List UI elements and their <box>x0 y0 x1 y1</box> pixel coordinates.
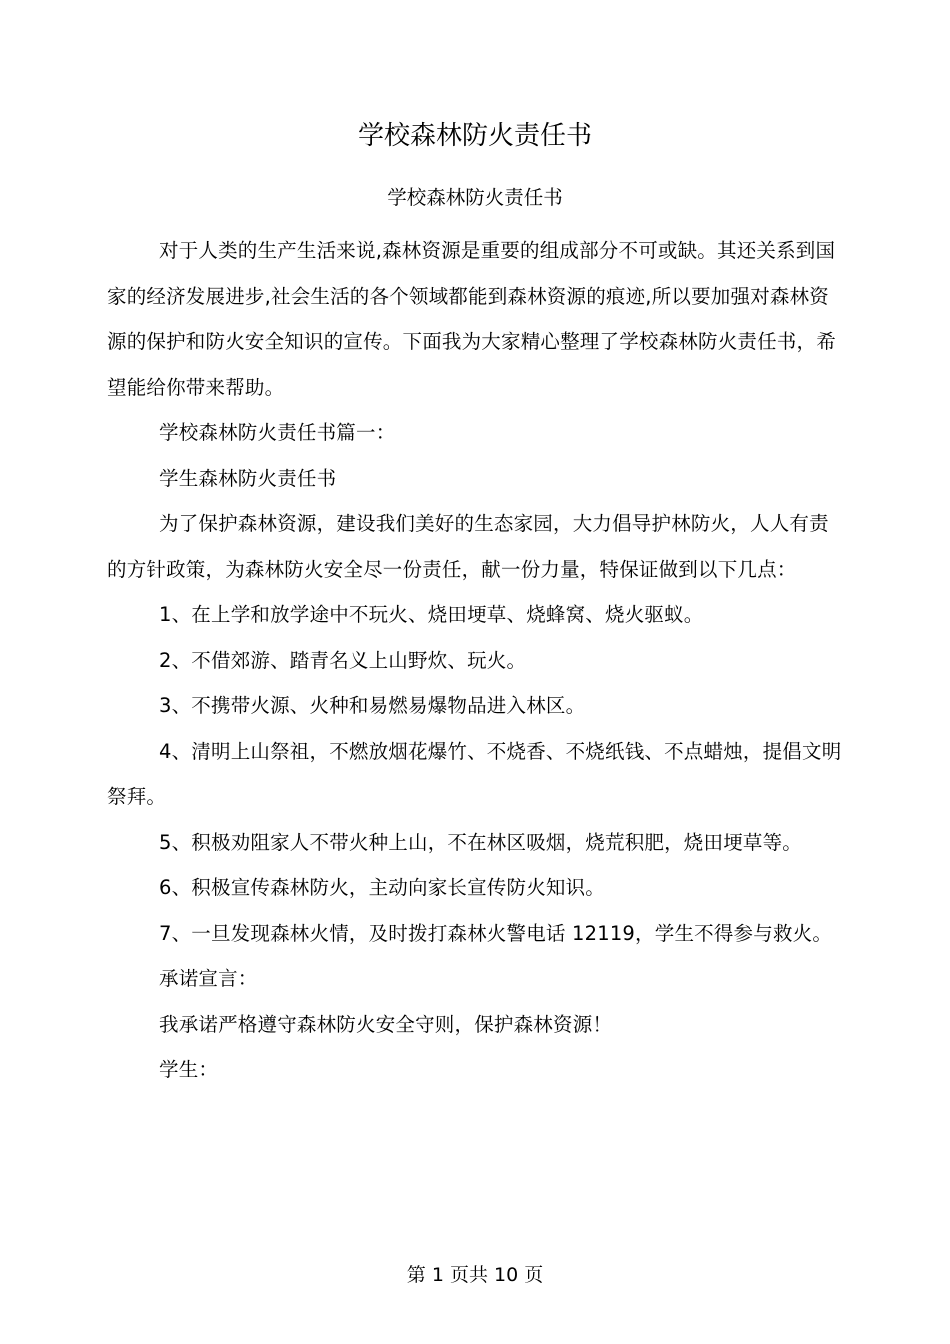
declaration-text: 我承诺严格遵守森林防火安全守则，保护森林资源！ <box>159 1012 613 1036</box>
declaration-heading: 承诺宣言： <box>159 967 258 990</box>
rule-item-6: 6、积极宣传森林防火，主动向家长宣传防火知识。 <box>159 876 606 899</box>
student-signature-label: 学生： <box>159 1058 219 1081</box>
rule-item-3: 3、不携带火源、火种和易燃易爆物品进入林区。 <box>159 694 586 717</box>
rule-item-4: 4、清明上山祭祖，不燃放烟花爆竹、不烧香、不烧纸钱、不点蜡烛，提倡文明祭拜。 <box>107 739 842 808</box>
document-body <box>107 228 847 1093</box>
document-subtitle: 学校森林防火责任书 <box>387 186 563 209</box>
rule-item-7: 7、一旦发现森林火情，及时拨打森林火警电话 12119，学生不得参与救火。 <box>159 921 833 945</box>
page-indicator: 第 1 页共 10 页 <box>406 1264 544 1286</box>
rule-item-1: 1、在上学和放学途中不玩火、烧田埂草、烧蜂窝、烧火驱蚁。 <box>159 603 704 626</box>
section-heading: 学校森林防火责任书篇一： <box>159 421 396 444</box>
rule-item-5: 5、积极劝阻家人不带火种上山，不在林区吸烟，烧荒积肥，烧田埂草等。 <box>159 830 803 854</box>
document-title: 学校森林防火责任书 <box>357 121 592 151</box>
intro-paragraph: 对于人类的生产生活来说,森林资源是重要的组成部分不可或缺。其还关系到国家的经济发展进步,社会生活的各个领域都能到森林资源的痕迹,所以要加强对森林资源的保护和防火安全知识的宣传。下面我为大家精心整理了学校森林防火责任书，希望能给你带来帮助。 <box>107 239 836 399</box>
section-subheading: 学生森林防火责任书 <box>159 466 337 490</box>
rule-item-2: 2、不借郊游、踏青名义上山野炊、玩火。 <box>159 648 527 672</box>
pledge-paragraph: 为了保护森林资源，建设我们美好的生态家园，大力倡导护林防火，人人有责的方针政策，为森林防火安全尽一份责任，献一份力量，特保证做到以下几点： <box>107 512 829 581</box>
